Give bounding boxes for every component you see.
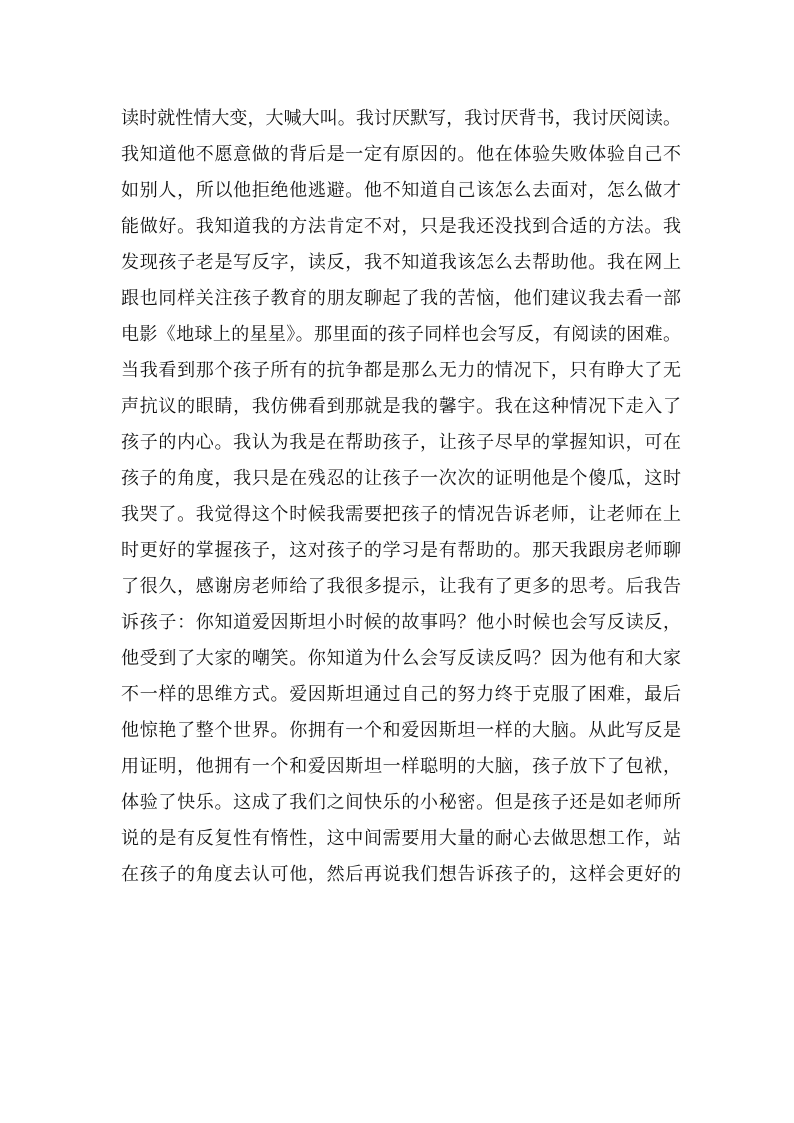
text-line-10: 孩子的内心。我认为我是在帮助孩子，让孩子尽早的掌握知识，可在 <box>121 432 681 453</box>
text-line-7: 电影《地球上的星星》。那里面的孩子同样也会写反，有阅读的困难。 <box>121 324 681 345</box>
text-line-14: 了很久，感谢房老师给了我很多提示，让我有了更多的思考。后我告 <box>121 576 681 597</box>
text-line-1: 读时就性情大变，大喊大叫。我讨厌默写，我讨厌背书，我讨厌阅读。 <box>121 108 681 129</box>
text-line-16: 他受到了大家的嘲笑。你知道为什么会写反读反吗？因为他有和大家 <box>121 648 681 669</box>
text-line-8: 当我看到那个孩子所有的抗争都是那么无力的情况下，只有睁大了无 <box>121 360 681 381</box>
text-line-19: 用证明，他拥有一个和爱因斯坦一样聪明的大脑，孩子放下了包袱， <box>121 756 681 777</box>
text-line-3: 如别人，所以他拒绝他逃避。他不知道自己该怎么去面对，怎么做才 <box>121 180 681 201</box>
text-line-12: 我哭了。我觉得这个时候我需要把孩子的情况告诉老师，让老师在上 <box>121 504 681 525</box>
text-line-5: 发现孩子老是写反字，读反，我不知道我该怎么去帮助他。我在网上 <box>121 252 681 273</box>
text-line-11: 孩子的角度，我只是在残忍的让孩子一次次的证明他是个傻瓜，这时 <box>121 468 681 489</box>
body-paragraph <box>121 101 681 893</box>
text-line-15: 诉孩子：你知道爱因斯坦小时候的故事吗？他小时候也会写反读反， <box>121 612 681 633</box>
text-line-17: 不一样的思维方式。爱因斯坦通过自己的努力终于克服了困难，最后 <box>121 684 681 705</box>
text-line-4: 能做好。我知道我的方法肯定不对，只是我还没找到合适的方法。我 <box>121 216 681 237</box>
text-line-9: 声抗议的眼睛，我仿佛看到那就是我的馨宇。我在这种情况下走入了 <box>121 396 681 417</box>
text-line-18: 他惊艳了整个世界。你拥有一个和爱因斯坦一样的大脑。从此写反是 <box>121 720 681 741</box>
text-line-2: 我知道他不愿意做的背后是一定有原因的。他在体验失败体验自己不 <box>121 144 681 165</box>
text-line-6: 跟也同样关注孩子教育的朋友聊起了我的苦恼，他们建议我去看一部 <box>121 288 681 309</box>
text-line-20: 体验了快乐。这成了我们之间快乐的小秘密。但是孩子还是如老师所 <box>121 792 681 813</box>
text-line-13: 时更好的掌握孩子，这对孩子的学习是有帮助的。那天我跟房老师聊 <box>121 540 681 561</box>
text-line-21: 说的是有反复性有惰性，这中间需要用大量的耐心去做思想工作，站 <box>121 828 681 849</box>
text-line-22: 在孩子的角度去认可他，然后再说我们想告诉孩子的，这样会更好的 <box>121 864 681 885</box>
